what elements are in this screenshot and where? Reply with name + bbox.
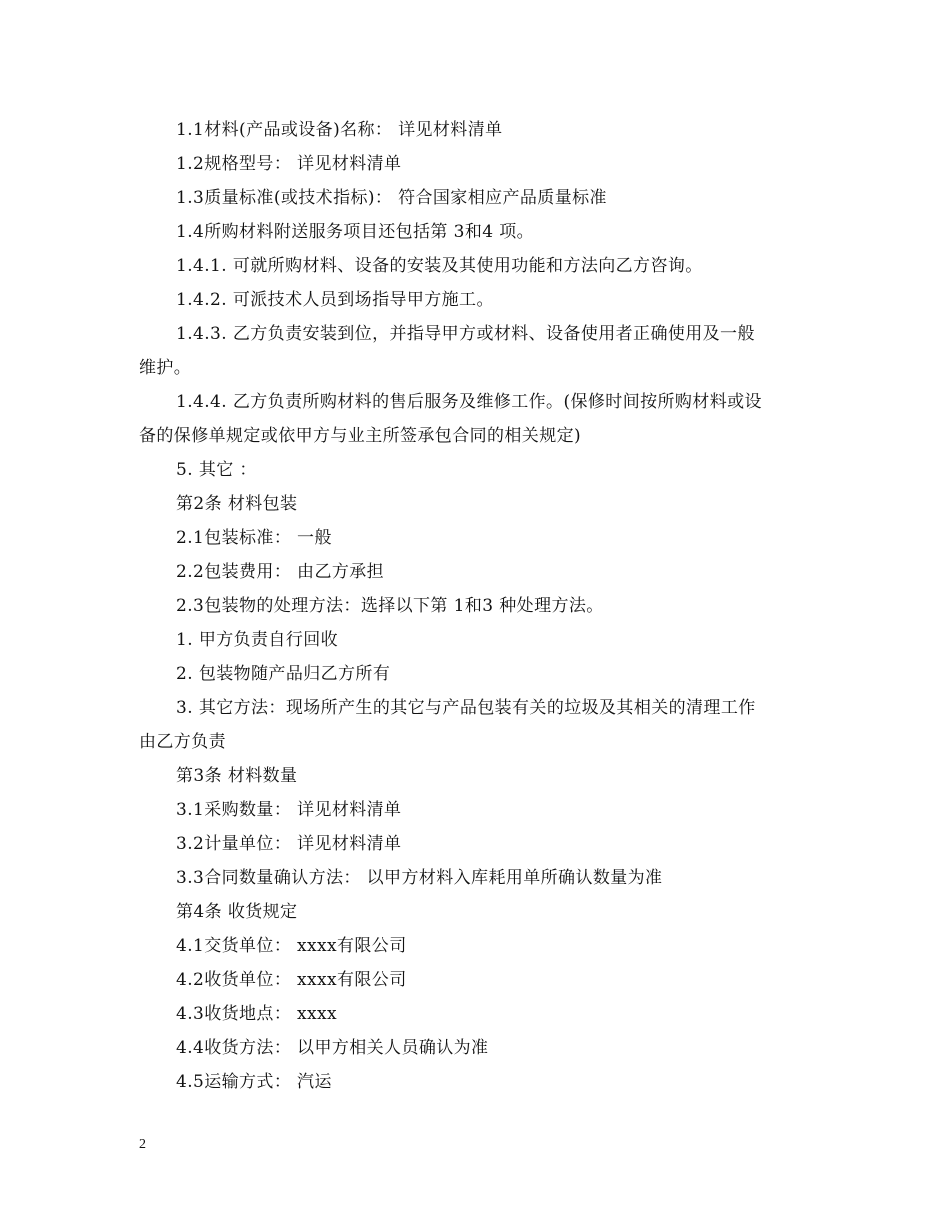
paragraph — [139, 691, 815, 759]
text-line: 1.1材料(产品或设备)名称： 详见材料清单 — [176, 120, 503, 140]
document-body — [139, 113, 815, 1099]
text-line: 3.2计量单位： 详见材料清单 — [176, 834, 402, 854]
paragraph-first-line: 1.4.4. 乙方负责所购材料的售后服务及维修工作。(保修时间按所购材料或设 — [176, 392, 762, 412]
paragraph-continuation-line: 维护。 — [139, 358, 192, 378]
text-line: 4.3收货地点： xxxx — [176, 1004, 337, 1024]
paragraph-first-line: 3. 其它方法：现场所产生的其它与产品包装有关的垃圾及其相关的清理工作 — [176, 698, 756, 718]
paragraph-continuation-line: 备的保修单规定或依甲方与业主所签承包合同的相关规定) — [139, 426, 582, 446]
text-line: 1.4所购材料附送服务项目还包括第 3和4 项。 — [176, 222, 535, 242]
page-number: 2 — [139, 1137, 146, 1152]
paragraph-continuation-line: 由乙方负责 — [139, 732, 226, 752]
text-line: 2. 包装物随产品归乙方所有 — [176, 664, 391, 684]
text-line: 3.3合同数量确认方法： 以甲方材料入库耗用单所确认数量为准 — [176, 868, 663, 888]
text-line: 2.1包装标准： 一般 — [176, 528, 332, 548]
text-line: 4.5运输方式： 汽运 — [176, 1072, 332, 1092]
text-line: 2.2包装费用： 由乙方承担 — [176, 562, 385, 582]
text-line: 1. 甲方负责自行回收 — [176, 630, 339, 650]
paragraph — [139, 317, 815, 385]
text-line: 第2条 材料包装 — [176, 494, 298, 514]
text-line: 3.1采购数量： 详见材料清单 — [176, 800, 402, 820]
text-line: 5. 其它 ： — [176, 460, 257, 480]
text-line: 4.4收货方法： 以甲方相关人员确认为准 — [176, 1038, 489, 1058]
text-line: 4.1交货单位： xxxx有限公司 — [176, 936, 407, 956]
text-line: 第3条 材料数量 — [176, 766, 298, 786]
text-line: 1.4.1. 可就所购材料、设备的安装及其使用功能和方法向乙方咨询。 — [176, 256, 703, 276]
text-line: 4.2收货单位： xxxx有限公司 — [176, 970, 407, 990]
text-line: 1.2规格型号： 详见材料清单 — [176, 154, 402, 174]
text-line: 2.3包装物的处理方法：选择以下第 1和3 种处理方法。 — [176, 596, 604, 616]
text-line: 1.3质量标准(或技术指标)： 符合国家相应产品质量标准 — [176, 188, 607, 208]
text-line: 第4条 收货规定 — [176, 902, 298, 922]
paragraph — [139, 385, 815, 453]
paragraph-first-line: 1.4.3. 乙方负责安装到位，并指导甲方或材料、设备使用者正确使用及一般 — [176, 324, 755, 344]
text-line: 1.4.2. 可派技术人员到场指导甲方施工。 — [176, 290, 494, 310]
